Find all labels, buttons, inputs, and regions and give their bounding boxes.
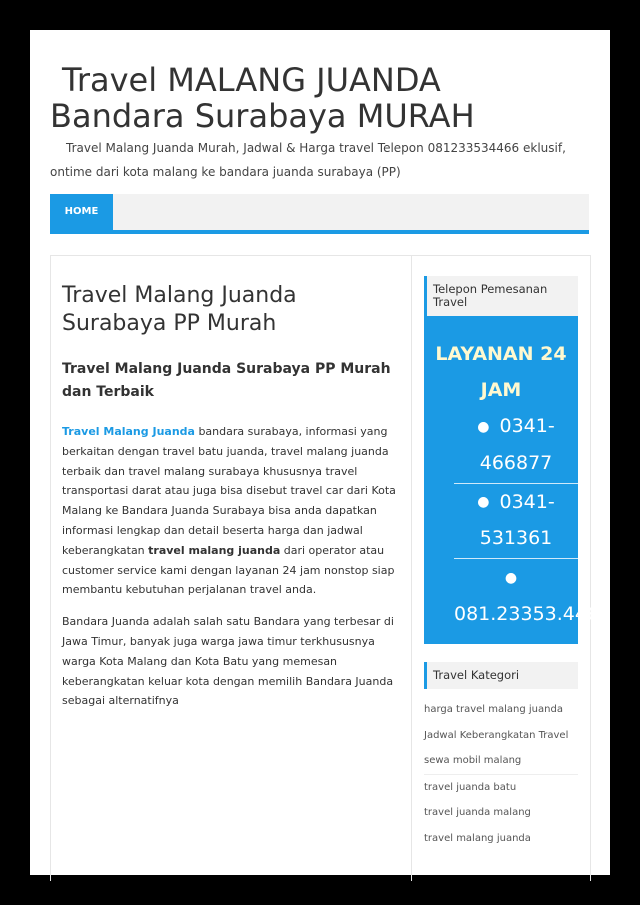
site-title[interactable] bbox=[50, 62, 590, 134]
category-item[interactable]: harga travel malang juanda bbox=[424, 704, 563, 715]
category-item[interactable]: travel juanda batu bbox=[424, 781, 517, 793]
post-content bbox=[62, 282, 397, 723]
category-item[interactable]: travel juanda malang bbox=[424, 807, 531, 819]
post-subtitle: Travel Malang Juanda Surabaya PP Murah dan Terbaik bbox=[62, 361, 391, 400]
category-item[interactable]: sewa mobil malang bbox=[424, 748, 578, 775]
phone-item-1[interactable] bbox=[454, 408, 578, 484]
bullet-icon: ● bbox=[504, 569, 518, 586]
phone-widget-title: Telepon Pemesanan Travel bbox=[424, 276, 578, 316]
category-list bbox=[424, 697, 578, 852]
phone-item-3[interactable] bbox=[454, 559, 612, 634]
category-widget bbox=[424, 662, 578, 852]
site-title-line2[interactable]: Bandara Surabaya MURAH bbox=[50, 97, 475, 135]
main-navigation bbox=[50, 194, 589, 234]
post-paragraph-1 bbox=[62, 422, 397, 600]
bullet-icon: ● bbox=[477, 494, 490, 510]
category-item[interactable]: Jadwal Keberangkatan Travel bbox=[424, 729, 569, 741]
phone-widget-box bbox=[424, 316, 612, 644]
site-description-text: Travel Malang Juanda Murah, Jadwal & Harga travel Telepon 081233534466 eklusif, ontime dari kota malang ke bandara juanda surabaya (PP) bbox=[50, 141, 566, 179]
site-description bbox=[50, 136, 590, 184]
post-paragraph-1-bold: travel malang juanda bbox=[148, 543, 281, 557]
sidebar bbox=[424, 276, 612, 852]
phone-number-1[interactable]: 0341-466877 bbox=[479, 415, 555, 474]
bullet-icon: ● bbox=[477, 418, 490, 435]
site-title-line1[interactable]: Travel MALANG JUANDA bbox=[62, 61, 441, 99]
post-paragraph-2: Bandara Juanda adalah salah satu Bandara yang terbesar di Jawa Timur, banyak juga warga jawa timur terkhususnya warga Kota Malang dan Kota Batu yang memesan keberangkatan keluar kota dengan memilih Bandara Juanda sebagai alternatifnya bbox=[62, 615, 394, 708]
phone-number-2[interactable]: 0341-531361 bbox=[479, 490, 555, 549]
phone-item-2[interactable] bbox=[454, 484, 578, 560]
layanan-24-jam-heading: LAYANAN 24 JAM bbox=[435, 343, 567, 401]
category-widget-title: Travel Kategori bbox=[424, 662, 578, 689]
sidebar-divider bbox=[411, 256, 412, 881]
page-container bbox=[30, 30, 610, 875]
main-content-box bbox=[50, 255, 612, 881]
post-title[interactable]: Travel Malang Juanda Surabaya PP Murah bbox=[62, 283, 297, 336]
post-paragraph-1-text-a: bandara surabaya, informasi yang berkaitan dengan travel batu juanda, travel malang juanda terbaik dan travel malang surabaya khususnya travel transportasi darat atau juga bisa disebut travel car dari Kota Malang ke Bandara Juanda Surabaya bisa anda dapatkan informasi lengkap dan detail beserta harga dan jadwal keberangkatan bbox=[62, 425, 396, 557]
nav-home-link[interactable]: HOME bbox=[50, 194, 113, 230]
phone-number-3[interactable]: 081.23353.4466 bbox=[454, 602, 612, 625]
category-item[interactable]: travel malang juanda bbox=[424, 832, 531, 844]
travel-malang-juanda-link[interactable]: Travel Malang Juanda bbox=[62, 425, 195, 438]
post-paragraph-1-text-b: dari operator atau customer service kami dengan layanan 24 jam nonstop siap membantu kebutuhan perjalanan travel anda. bbox=[62, 543, 395, 597]
